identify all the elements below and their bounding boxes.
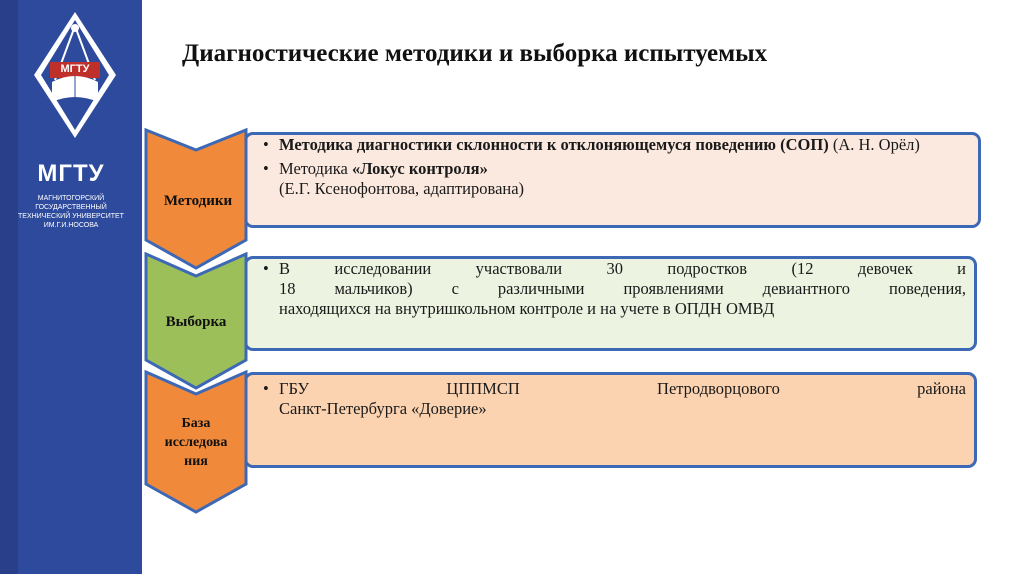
base-line-1: ГБУ ЦППМСП Петродворцового района xyxy=(279,379,966,398)
sidebar xyxy=(0,0,142,574)
method-1-title: Методика диагностики склонности к отклоняющемуся поведению (СОП) xyxy=(279,135,829,154)
base-label xyxy=(144,414,248,471)
logo-abbreviation: МГТУ xyxy=(37,160,105,187)
base-label-line-3: ния xyxy=(184,454,208,469)
base-line-2: Санкт-Петербурга «Доверие» xyxy=(279,399,487,418)
base-list xyxy=(247,375,974,419)
list-item: • Методика «Локус контроля» (Е.Г. Ксенофонтова, адаптирована) xyxy=(263,159,525,198)
methods-label: Методики xyxy=(163,193,233,209)
list-item: • Методика диагностики склонности к отклоняющемуся поведению (СОП) (А. Н. Орёл) xyxy=(263,135,920,154)
base-label-line-2: исследова xyxy=(164,435,228,450)
method-1-author: (А. Н. Орёл) xyxy=(828,135,920,154)
sample-line-3: находящихся на внутришкольном контроле и на учете в ОПДН ОМВД xyxy=(279,299,775,318)
method-2-author: (Е.Г. Ксенофонтова, адаптирована) xyxy=(279,179,525,198)
sample-line-2: 18 мальчиков) с различными проявлениями девиантного поведения, xyxy=(279,279,966,298)
university-logo-icon xyxy=(30,10,120,140)
sample-list xyxy=(247,259,974,319)
methods-list xyxy=(247,135,978,199)
sample-label: Выборка xyxy=(165,314,227,330)
logo-full-name: МАГНИТОГОРСКИЙ ГОСУДАРСТВЕННЫЙ ТЕХНИЧЕСКИЙ УНИВЕРСИТЕТ ИМ.Г.И.НОСОВА xyxy=(18,195,124,229)
base-label-line-1: База xyxy=(181,416,211,431)
sample-box xyxy=(244,256,977,351)
logo-caption xyxy=(12,160,130,230)
methods-box xyxy=(244,132,981,228)
logo-badge-text: МГТУ xyxy=(60,63,90,75)
sidebar-stripe xyxy=(0,0,18,574)
list-item: • ГБУ ЦППМСП Петродворцового района Санкт-Петербурга «Доверие» xyxy=(263,379,966,418)
method-2-prefix: Методика xyxy=(279,159,352,178)
sample-line-1: В исследовании участвовали 30 подростков (12 девочек и xyxy=(279,259,966,278)
base-box xyxy=(244,372,977,468)
method-2-title: «Локус контроля» xyxy=(352,159,488,178)
page-title: Диагностические методики и выборка испытуемых xyxy=(182,40,768,67)
list-item: • В исследовании участвовали 30 подростков (12 девочек и 18 мальчиков) с различными проявлениями девиантного поведения, находящихся на внутришкольном контроле и на учете в ОПДН ОМВД xyxy=(263,259,966,318)
